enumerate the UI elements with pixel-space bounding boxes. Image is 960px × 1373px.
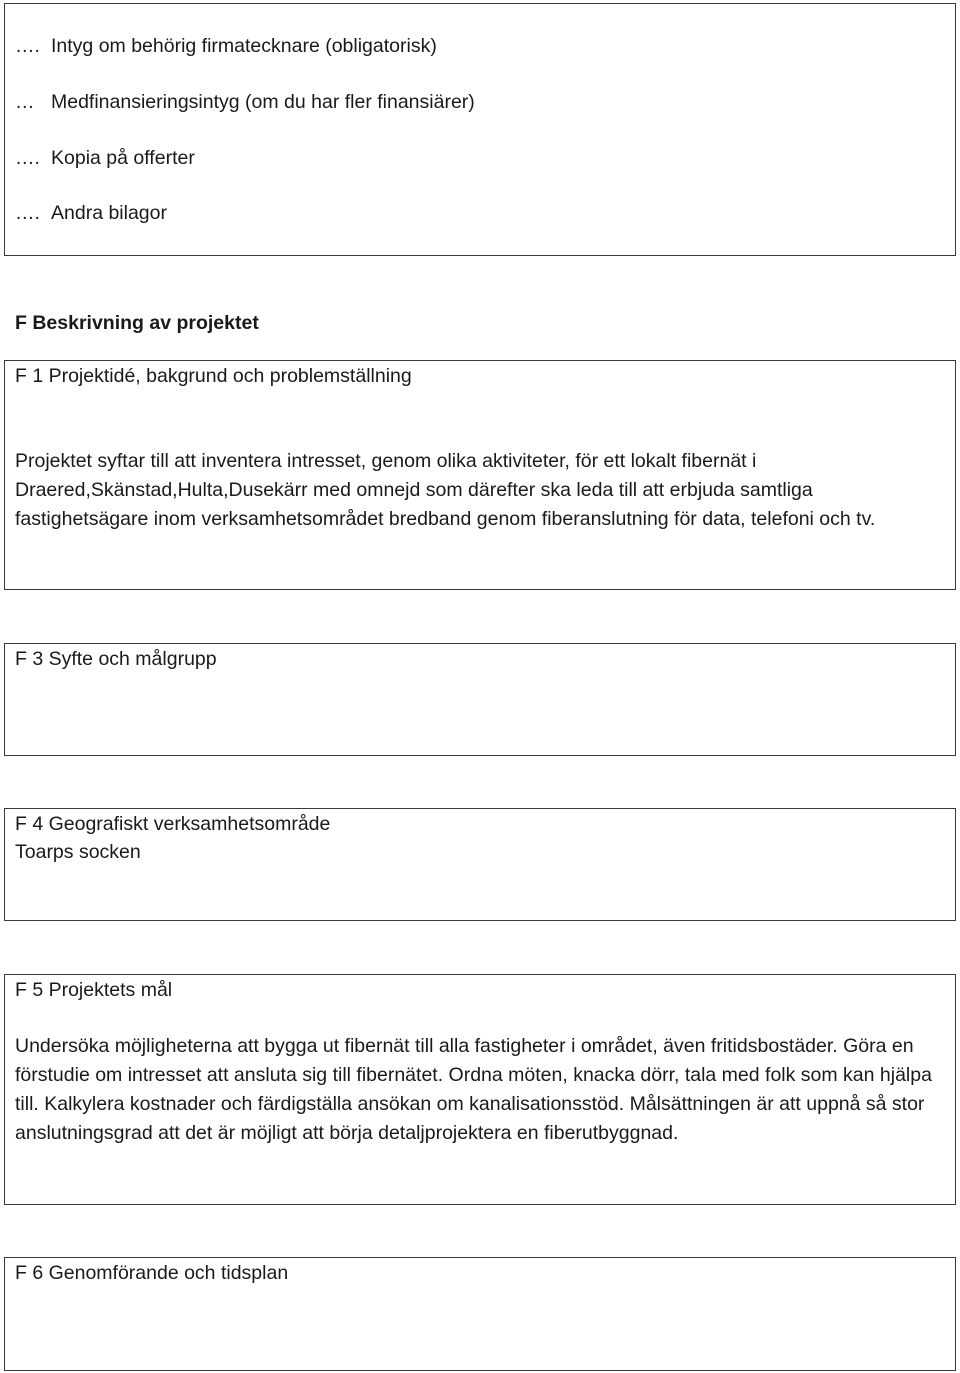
attachment-marker: …. [15,147,40,169]
f5-title: F 5 Projektets mål [15,979,173,1001]
attachment-label: Andra bilagor [51,202,167,224]
attachment-label: Intyg om behörig firmatecknare (obligatorisk) [51,35,437,57]
attachment-label: Kopia på offerter [51,147,195,169]
attachment-marker: … [15,91,35,113]
f1-title: F 1 Projektidé, bakgrund och problemställning [15,365,412,387]
f6-title: F 6 Genomförande och tidsplan [15,1262,289,1284]
f4-title: F 4 Geografiskt verksamhetsområde [15,813,331,835]
attachment-item-andra-bilagor [15,202,167,224]
f4-body: Toarps socken [15,841,141,863]
section-f-heading: F Beskrivning av projektet [15,312,259,334]
f1-body: Projektet syftar till att inventera intresset, genom olika aktiviteter, för ett lokalt fibernät i Draered,Skänstad,Hulta,Dusekärr med omnejd som därefter ska leda till att erbjuda samtliga fastighetsägare inom verksamhetsområdet bredband genom fiberanslutning för data, telefoni och tv. [15,450,876,530]
f5-body: Undersöka möjligheterna att bygga ut fibernät till alla fastigheter i området, även fritidsbostäder. Göra en förstudie om intresset att ansluta sig till fibernätet. Ordna möten, knacka dörr, tala med folk som kan hjälpa till. Kalkylera kostnader och färdigställa ansökan om kanalisationsstöd. Målsättningen är att uppnå så stor anslutningsgrad att det är möjligt att börja detaljprojektera en fiberutbyggnad. [15,1035,932,1144]
attachment-item-offerter [15,147,195,169]
attachment-marker: …. [15,202,40,224]
attachment-label: Medfinansieringsintyg (om du har fler finansiärer) [51,91,475,113]
attachment-item-firmatecknare [15,35,437,57]
f3-title: F 3 Syfte och målgrupp [15,648,217,670]
attachment-item-medfinansiering [15,91,475,113]
attachment-marker: …. [15,35,40,57]
